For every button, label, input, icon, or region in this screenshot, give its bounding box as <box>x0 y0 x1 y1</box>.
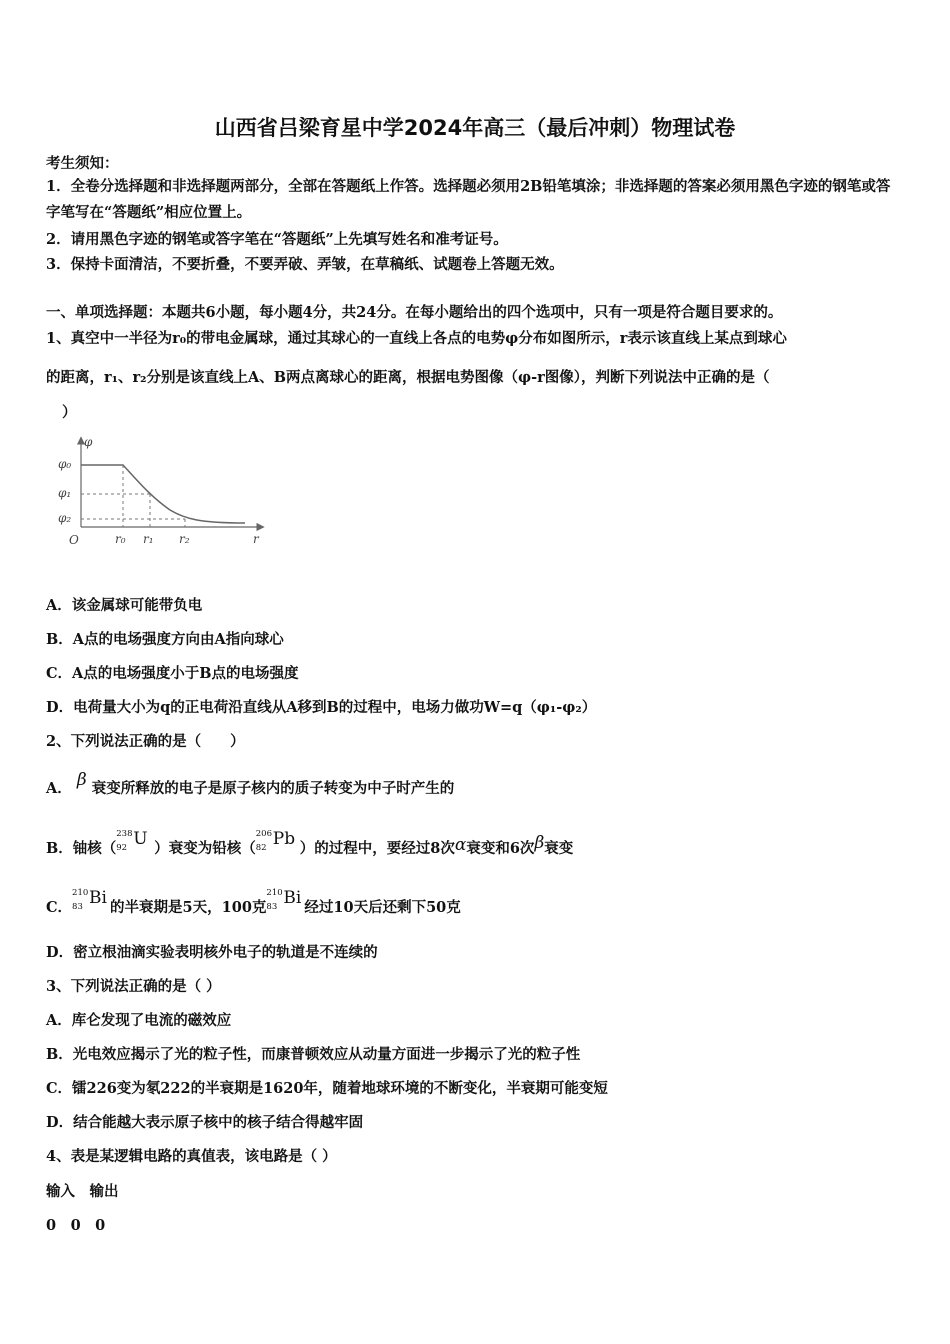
page-title: 山西省吕梁育星中学2024年高三（最后冲刺）物理试卷 <box>214 116 736 140</box>
q1-option-c: C．A点的电场强度小于B点的电场强度 <box>46 665 299 682</box>
bi-symbol-2: Bi <box>283 888 302 908</box>
notice-item-2: 2．请用黑色字迹的钢笔或答字笔在“答题纸”上先填写姓名和准考证号。 <box>46 231 508 248</box>
q2-b-mid3: 衰变和6次 <box>466 840 535 857</box>
q2-option-a <box>46 770 454 798</box>
q3-option-d: D．结合能越大表示原子核中的核子结合得越牢固 <box>46 1114 364 1131</box>
q1-option-a: A．该金属球可能带负电 <box>46 597 203 614</box>
q1-option-d: D．电荷量大小为q的正电荷沿直线从A移到B的过程中，电场力做功W=q（φ₁-φ₂） <box>46 699 597 716</box>
uranium-nuclide <box>116 829 154 859</box>
q2-b-mid: ）衰变为铅核（ <box>154 840 256 857</box>
truth-table-row: 0 0 0 <box>46 1217 106 1234</box>
y-tick-phi0: φ₀ <box>58 457 72 471</box>
x-axis-label: r <box>253 532 259 546</box>
notice-item-3: 3．保持卡面清洁，不要折叠，不要弄破、弄皱，在草稿纸、试题卷上答题无效。 <box>46 256 564 273</box>
beta-symbol-2: β <box>534 833 545 853</box>
section-heading: 一、单项选择题：本题共6小题，每小题4分，共24分。在每小题给出的四个选项中，只有一项是符合题目要求的。 <box>46 304 783 321</box>
bi-symbol: Bi <box>89 888 107 908</box>
q3-option-c: C．镭226变为氡222的半衰期是1620年，随着地球环境的不断变化，半衰期可能变短 <box>46 1080 608 1097</box>
u-charge-number: 92 <box>116 843 128 853</box>
bi-charge-number: 83 <box>72 902 83 912</box>
q1-option-b: B．A点的电场强度方向由A指向球心 <box>46 631 284 648</box>
q2-b-end: 衰变 <box>544 840 574 857</box>
q1-stem-line3: ） <box>62 404 77 421</box>
u-mass-number: 238 <box>116 829 133 839</box>
potential-graph <box>55 430 270 555</box>
truth-table-header: 输入 输出 <box>46 1183 119 1200</box>
bi-mass-number: 210 <box>72 888 89 898</box>
q1-stem-line1: 1、真空中一半径为r₀的带电金属球，通过其球心的一直线上各点的电势φ分布如图所示，r表示该直线上某点到球心 <box>46 330 787 347</box>
q1-stem-line2: 的距离，r₁、r₂分别是该直线上A、B两点离球心的距离，根据电势图像（φ-r图像），判断下列说法中正确的是（ <box>46 369 770 386</box>
q4-stem: 4、表是某逻辑电路的真值表，该电路是（ ） <box>46 1148 337 1165</box>
q2-c-mid: 的半衰期是5天，100克 <box>110 899 267 916</box>
bismuth-nuclide-2 <box>266 888 304 918</box>
y-tick-phi2: φ₂ <box>58 511 72 525</box>
q2-a-label: A． <box>46 780 72 797</box>
q2-c-end: 经过10天后还剩下50克 <box>304 899 461 916</box>
notice-item-1: 1．全卷分选择题和非选择题两部分，全部在答题纸上作答。选择题必须用2B铅笔填涂；非选择题的答案必须用黑色字迹的钢笔或答字笔写在“答题纸”相应位置上。 <box>46 178 891 221</box>
bi-mass-number-2: 210 <box>266 888 283 898</box>
u-symbol: U <box>133 829 148 849</box>
q2-b-label: B．铀核（ <box>46 840 117 857</box>
bi-charge-number-2: 83 <box>266 902 278 912</box>
beta-symbol: β <box>76 770 87 790</box>
x-tick-r1: r₁ <box>143 532 154 546</box>
bismuth-nuclide <box>72 888 110 918</box>
q2-option-b <box>46 829 573 859</box>
pb-mass-number: 206 <box>255 829 272 839</box>
y-tick-phi1: φ₁ <box>58 486 72 500</box>
pb-symbol: Pb <box>272 829 296 849</box>
origin-label: O <box>69 533 79 547</box>
notice-heading: 考生须知： <box>46 155 119 172</box>
y-axis-label: φ <box>84 435 93 449</box>
x-tick-r0: r₀ <box>115 532 126 546</box>
q3-option-b: B．光电效应揭示了光的粒子性，而康普顿效应从动量方面进一步揭示了光的粒子性 <box>46 1046 581 1063</box>
q2-stem: 2、下列说法正确的是（ ） <box>46 733 245 750</box>
q3-option-a: A．库仑发现了电流的磁效应 <box>46 1012 232 1029</box>
q2-option-d: D．密立根油滴实验表明核外电子的轨道是不连续的 <box>46 944 378 961</box>
x-tick-r2: r₂ <box>179 532 190 546</box>
q2-c-label: C． <box>46 899 73 916</box>
lead-nuclide <box>256 829 300 859</box>
q2-a-text: 衰变所释放的电子是原子核内的质子转变为中子时产生的 <box>91 780 455 797</box>
q2-b-mid2: ）的过程中，要经过8次 <box>299 840 455 857</box>
q3-stem: 3、下列说法正确的是（ ） <box>46 978 221 995</box>
alpha-symbol: α <box>454 835 467 855</box>
q2-option-c <box>46 888 461 918</box>
pb-charge-number: 82 <box>255 843 267 853</box>
